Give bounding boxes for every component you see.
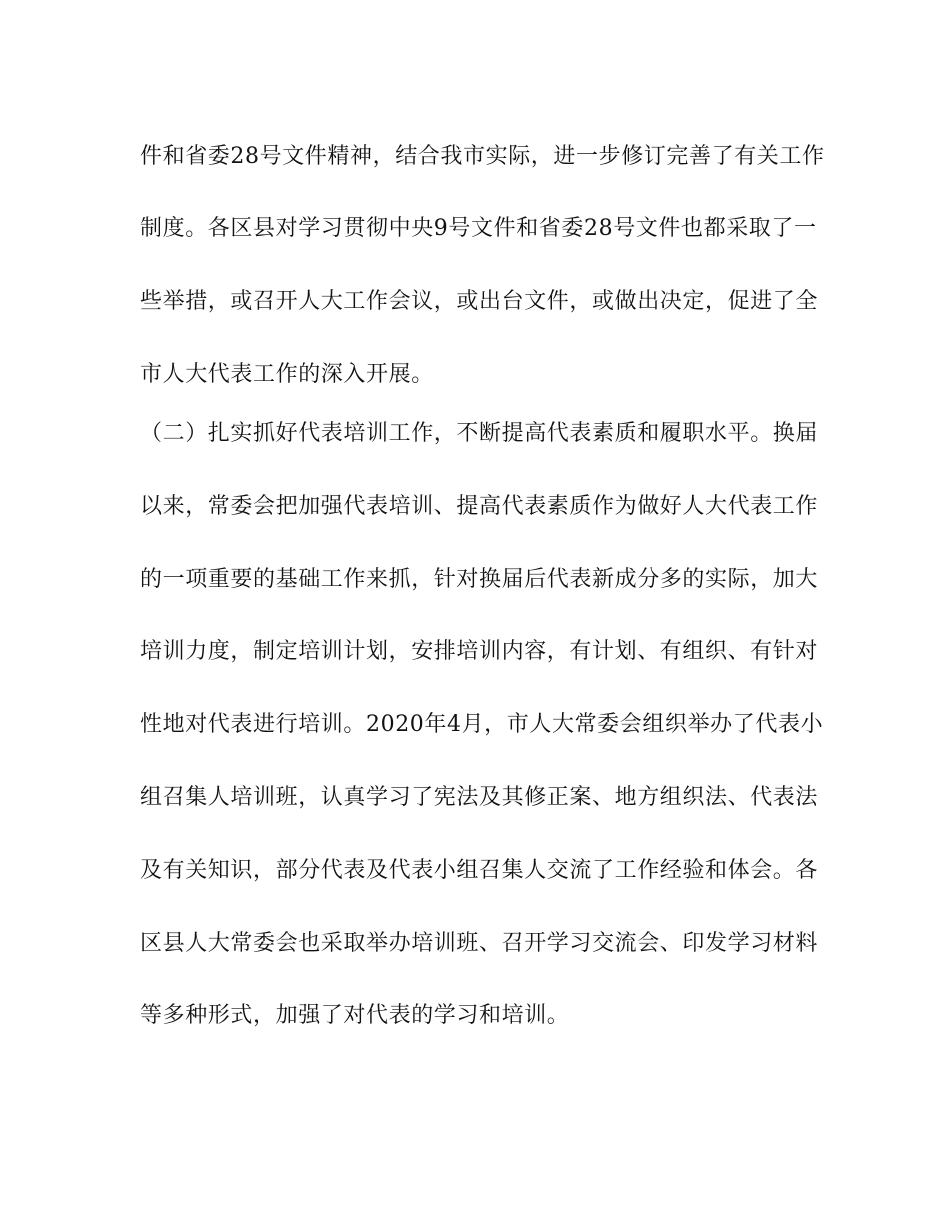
text-line: 等多种形式，加强了对代表的学习和培训。 xyxy=(140,1003,570,1028)
text-line: 市人大代表工作的深入开展。 xyxy=(140,362,434,387)
text-line: 性地对代表进行培训。2020年4月，市人大常委会组织举办了代表小 xyxy=(140,712,824,737)
text-line: 件和省委28号文件精神，结合我市实际，进一步修订完善了有关工作 xyxy=(140,144,825,169)
text-line: 组召集人培训班，认真学习了宪法及其修正案、地方组织法、代表法 xyxy=(140,785,819,810)
text-line: （二）扎实抓好代表培训工作，不断提高代表素质和履职水平。换届 xyxy=(140,421,819,446)
text-line: 区县人大常委会也采取举办培训班、召开学习交流会、印发学习材料 xyxy=(140,931,819,956)
text-line: 的一项重要的基础工作来抓，针对换届后代表新成分多的实际，加大 xyxy=(140,567,819,592)
text-line: 及有关知识，部分代表及代表小组召集人交流了工作经验和体会。各 xyxy=(140,858,819,883)
text-line: 些举措，或召开人大工作会议，或出台文件，或做出决定，促进了全 xyxy=(140,289,819,314)
text-line: 培训力度，制定培训计划，安排培训内容，有计划、有组织、有针对 xyxy=(140,639,819,664)
text-line: 制度。各区县对学习贯彻中央9号文件和省委28号文件也都采取了一 xyxy=(140,216,817,241)
text-line: 以来，常委会把加强代表培训、提高代表素质作为做好人大代表工作 xyxy=(140,494,819,519)
